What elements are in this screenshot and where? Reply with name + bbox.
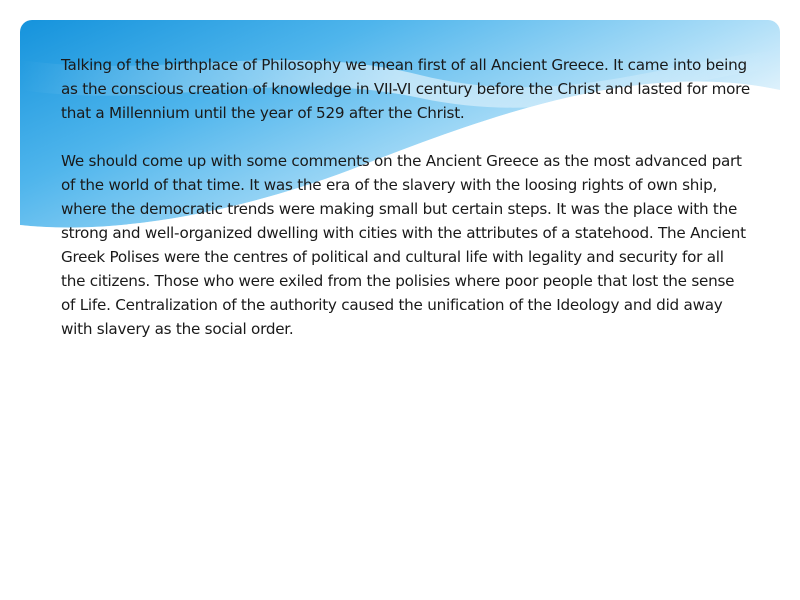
- paragraph-2: We should come up with some comments on the Ancient Greece as the most advanced part of the world of that time. It was the era of the slavery with the loosing rights of own ship, where the democratic trends were making small but certain steps. It was the place with the strong and well-organized dwelling with cities with the attributes of a statehood. The Ancient Greek Polises were the centres of political and cultural life with legality and security for all the citizens. Those who were exiled from the polisies where poor people that lost the sense of Life. Centralization of the authority caused the unification of the Ideology and did away with slavery as the social order.: [61, 152, 746, 338]
- content-box: [20, 20, 780, 580]
- paragraph-1: Talking of the birthplace of Philosophy we mean first of all Ancient Greece. It came into being as the conscious creation of knowledge in VII-VI century before the Christ and lasted for more that a Millennium until the year of 529 after the Christ.: [61, 56, 750, 122]
- body-text: [61, 53, 751, 341]
